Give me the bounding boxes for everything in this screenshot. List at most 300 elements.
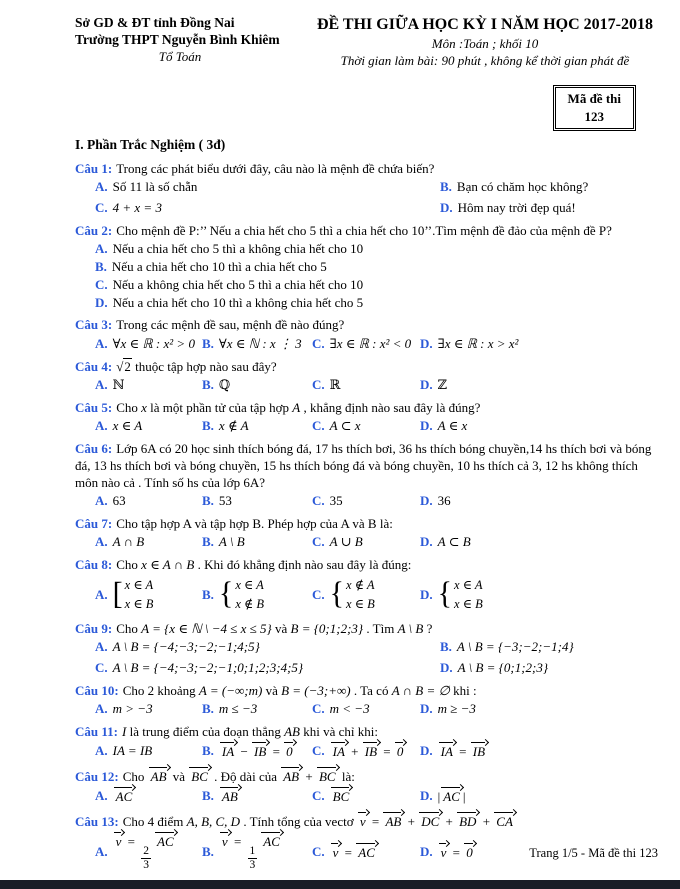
option-content — [113, 831, 177, 872]
question-text — [116, 358, 276, 374]
department-name: Sở GD & ĐT tỉnh Đồng Nai — [75, 15, 235, 30]
case-line: x ∈ A — [235, 578, 264, 593]
text: | — [437, 789, 441, 805]
question-label: Câu 2: — [75, 222, 113, 238]
option-b — [202, 533, 312, 551]
text: 63 — [112, 493, 126, 509]
option-label: C. — [312, 534, 325, 550]
option-content — [113, 376, 125, 394]
option-b — [202, 700, 312, 718]
question-8 — [75, 556, 660, 614]
question-10 — [75, 682, 660, 718]
question-text-line — [75, 515, 660, 532]
option-c — [95, 659, 440, 677]
options — [95, 178, 660, 217]
text: + — [347, 743, 362, 759]
question-2 — [75, 222, 660, 312]
option-label: C. — [312, 843, 325, 859]
question-text — [116, 161, 434, 176]
option-a — [95, 700, 202, 718]
exam-code-box — [553, 85, 636, 130]
math-text: A \ B — [218, 534, 245, 550]
option-label: B. — [440, 638, 452, 654]
vector-ab: AB — [385, 813, 402, 829]
option-c — [312, 831, 420, 872]
option-d — [420, 335, 660, 353]
options — [95, 533, 660, 551]
text: thuộc tập hợp nào sau đây? — [131, 358, 277, 374]
question-text-line — [75, 222, 660, 239]
exam-code-number: 123 — [584, 108, 605, 124]
exam-subject: Môn :Toán ; khối 10 — [431, 36, 539, 52]
question-9 — [75, 620, 660, 677]
question-text-line — [75, 316, 660, 333]
cases-expression — [330, 576, 375, 612]
math-text: AB — [284, 723, 300, 739]
option-content — [438, 335, 519, 353]
vector-v: v — [115, 834, 122, 850]
option-d — [420, 574, 660, 614]
option-b — [202, 831, 312, 872]
text: Bạn có chăm học không? — [456, 178, 589, 194]
option-b — [440, 638, 660, 656]
option-label: D. — [420, 493, 433, 509]
option-c — [95, 276, 660, 294]
option-label: C. — [312, 788, 325, 804]
question-text — [116, 516, 393, 531]
option-content — [330, 574, 375, 614]
math-text: A ∈ x — [437, 417, 468, 433]
text: và — [271, 620, 291, 636]
text: ℚ — [218, 376, 231, 392]
option-c — [312, 335, 420, 353]
option-label: B. — [202, 742, 214, 758]
vector-0: 0 — [466, 844, 473, 860]
option-content — [219, 574, 264, 614]
option-label: A. — [95, 493, 108, 509]
case-line: x ∈ B — [454, 596, 483, 611]
text: = — [449, 844, 464, 860]
question-13 — [75, 811, 660, 873]
text: 35 — [329, 493, 343, 509]
text: Cho tập hợp A và tập hợp B. Phép hợp của A và B là: — [116, 516, 393, 532]
option-content — [113, 700, 153, 718]
vector-ib: IB — [364, 743, 378, 759]
footer-bar — [0, 880, 680, 889]
option-content — [330, 335, 412, 353]
question-text-line — [75, 620, 660, 637]
option-c — [312, 492, 420, 510]
option-c — [312, 574, 420, 614]
option-content — [438, 700, 476, 718]
math-text: A ⊂ x — [329, 417, 361, 433]
option-content — [438, 417, 468, 435]
option-label: C. — [312, 376, 325, 392]
question-label: Câu 4: — [75, 358, 113, 374]
question-text-line — [75, 358, 660, 375]
question-11 — [75, 723, 660, 761]
option-a — [95, 574, 202, 614]
option-content — [330, 376, 341, 394]
question-label: Câu 7: — [75, 516, 113, 532]
option-a — [95, 417, 202, 435]
vector-v: v — [440, 844, 447, 860]
case-lines — [346, 576, 375, 612]
option-c — [312, 417, 420, 435]
options — [95, 786, 660, 806]
option-label: A. — [95, 843, 108, 859]
question-label: Câu 10: — [75, 682, 119, 698]
vector-ib: IB — [254, 743, 267, 759]
text: Nếu a chia hết cho 10 thì a không chia hết cho 5 — [112, 294, 364, 310]
vector-ac: AC — [115, 789, 133, 805]
question-text-line — [75, 556, 660, 573]
math-text: x ∉ A — [218, 417, 249, 433]
question-label: Câu 1: — [75, 160, 113, 176]
vector-bd: BD — [459, 813, 477, 829]
text: Cho mệnh đề P:’’ Nếu a chia hết cho 5 thì a chia hết cho 10’’.Tìm mệnh đề đảo của mệnh đề P? — [116, 222, 612, 238]
option-c — [312, 786, 420, 806]
school-header — [75, 14, 660, 69]
option-content — [438, 533, 471, 551]
option-label: B. — [202, 335, 214, 351]
vector-ac: AC — [358, 844, 375, 860]
option-label: D. — [420, 742, 433, 758]
math-text: ∃x ∈ ℝ : x² < 0 — [329, 335, 412, 351]
option-label: A. — [95, 178, 108, 194]
option-label: A. — [95, 700, 108, 716]
question-label: Câu 5: — [75, 399, 113, 415]
option-content — [219, 376, 230, 394]
option-c — [95, 199, 440, 217]
math-text: 4 + x = 3 — [112, 199, 162, 215]
brace: [ — [112, 576, 123, 612]
option-label: D. — [420, 700, 433, 716]
case-line: x ∉ A — [346, 578, 375, 593]
option-b — [202, 492, 312, 510]
option-d — [440, 199, 660, 217]
fraction — [141, 845, 151, 872]
option-label: B. — [202, 376, 214, 392]
option-content — [457, 638, 574, 656]
option-content — [113, 276, 364, 294]
option-content — [113, 335, 195, 353]
vector-bc: BC — [191, 768, 208, 784]
questions-list — [75, 160, 660, 873]
option-a — [95, 831, 202, 872]
brace: { — [329, 576, 345, 612]
question-label: Câu 11: — [75, 723, 118, 739]
option-b — [202, 786, 312, 806]
question-1 — [75, 160, 660, 217]
text: . Độ dài của — [210, 768, 281, 784]
options — [95, 376, 660, 394]
text: ? — [423, 620, 433, 636]
vector-v: v — [221, 834, 228, 850]
text: = — [380, 743, 394, 759]
question-text-line — [75, 160, 660, 177]
option-content — [219, 492, 232, 510]
text: Hôm nay trời đẹp quá! — [457, 199, 576, 215]
vector-ac: AC — [157, 834, 174, 850]
option-content — [330, 417, 361, 435]
option-content — [219, 417, 249, 435]
option-content — [219, 700, 257, 718]
question-text-line — [75, 811, 660, 830]
option-c — [312, 700, 420, 718]
question-text-line — [75, 440, 660, 491]
text: là: — [338, 768, 355, 784]
text: khi : — [449, 682, 477, 698]
text: Nếu a chia hết cho 5 thì a không chia hết cho 10 — [112, 240, 364, 256]
option-content — [458, 199, 576, 217]
cases-expression — [219, 576, 264, 612]
question-5 — [75, 399, 660, 435]
text: + — [442, 813, 457, 829]
square-root: √2 — [116, 358, 131, 374]
option-label: D. — [95, 294, 108, 310]
option-label: A. — [95, 417, 108, 433]
option-content — [330, 700, 370, 718]
math-text: A \ B = {−3;−2;−1;4} — [456, 638, 574, 654]
option-a — [95, 240, 660, 258]
option-content — [438, 574, 483, 614]
vector-ca: CA — [496, 813, 513, 829]
option-d — [420, 786, 660, 806]
option-label: D. — [420, 788, 433, 804]
option-content — [438, 842, 476, 862]
math-text: A = {x ∈ ℕ \ −4 ≤ x ≤ 5} — [141, 620, 272, 636]
option-label: C. — [95, 276, 108, 292]
option-b — [202, 335, 312, 353]
option-content — [330, 533, 363, 551]
option-label: A. — [95, 638, 108, 654]
option-label: D. — [420, 586, 433, 602]
math-text: B = (−3;+∞) — [281, 682, 351, 698]
page-footer: Trang 1/5 - Mã đề thi 123 — [529, 846, 658, 860]
text: Nếu a chia hết cho 10 thì a chia hết cho 5 — [111, 258, 327, 274]
option-content — [113, 574, 154, 614]
option-content — [438, 492, 451, 510]
text: Cho — [116, 399, 142, 415]
option-label: A. — [95, 534, 108, 550]
question-text-line — [75, 723, 660, 740]
case-line: x ∈ B — [346, 596, 375, 611]
option-label: C. — [95, 659, 108, 675]
text: = — [341, 844, 356, 860]
case-line: x ∉ B — [235, 596, 265, 611]
option-label: A. — [95, 586, 108, 602]
option-content — [330, 492, 343, 510]
question-text — [116, 621, 432, 636]
option-label: B. — [202, 788, 214, 804]
text: Lớp 6A có 20 học sinh thích bóng đá, 17 hs thích bơi, 36 hs thích bóng chuyền,14 hs thích bơi và bóng đá, 13 hs thích bơi và bóng chuyền, 15 hs thích bóng đá và bóng chuyền, 10 hs thích cả 3, 12 hs không thích môn nào cả . Tính số hs của lớp 6A? — [75, 440, 652, 491]
option-content — [219, 786, 241, 806]
text: Số 11 là số chẵn — [112, 178, 198, 194]
option-label: A. — [95, 788, 108, 804]
text: ℕ — [112, 376, 125, 392]
option-b — [440, 178, 660, 196]
question-text — [123, 683, 477, 698]
option-content — [330, 786, 353, 806]
option-content — [438, 376, 448, 394]
question-text-line — [75, 766, 660, 785]
question-12 — [75, 766, 660, 806]
question-text — [75, 441, 651, 490]
text: + — [404, 813, 419, 829]
fraction — [248, 845, 258, 872]
math-text: A — [292, 399, 301, 415]
option-a — [95, 786, 202, 806]
option-label: B. — [202, 586, 214, 602]
option-d — [420, 492, 660, 510]
option-c — [312, 533, 420, 551]
option-label: A. — [95, 240, 108, 256]
option-content — [438, 786, 466, 806]
math-text: A \ B — [397, 620, 424, 636]
question-text — [116, 317, 344, 332]
text: = — [455, 743, 470, 759]
vector-ac: AC — [443, 789, 460, 805]
math-text: m ≤ −3 — [218, 700, 258, 716]
option-label: B. — [440, 178, 452, 194]
question-3 — [75, 316, 660, 352]
text: và — [169, 768, 189, 784]
option-content — [457, 178, 588, 196]
option-label: D. — [420, 417, 433, 433]
text: và — [262, 682, 282, 698]
vector-ia: IA — [440, 743, 453, 759]
math-text: A \ B = {0;1;2;3} — [457, 659, 549, 675]
option-content — [112, 258, 327, 276]
option-label: B. — [202, 700, 214, 716]
text: | — [462, 789, 466, 805]
math-text: m ≥ −3 — [437, 700, 476, 716]
question-text — [116, 223, 612, 238]
math-text: A, B, C, D — [186, 813, 241, 829]
radicand: 2 — [124, 358, 131, 374]
question-label: Câu 9: — [75, 620, 113, 636]
option-label: C. — [312, 417, 325, 433]
option-d — [420, 700, 660, 718]
math-text: x ∈ A ∩ B — [141, 557, 195, 573]
option-d — [420, 741, 660, 761]
math-text: A \ B = {−4;−3;−2;−1;0;1;2;3;4;5} — [112, 659, 304, 675]
options — [95, 700, 660, 718]
math-text: A ∩ B = ∅ — [391, 682, 450, 698]
text: 53 — [218, 493, 232, 509]
option-label: B. — [202, 493, 214, 509]
text: Cho 2 khoảng — [122, 682, 199, 698]
option-label: B. — [95, 258, 107, 274]
brace: { — [218, 576, 234, 612]
text: = — [124, 834, 139, 850]
math-text: m < −3 — [329, 700, 370, 716]
option-content — [113, 742, 153, 760]
denominator: 3 — [249, 859, 256, 872]
text: Cho — [116, 557, 142, 573]
option-content — [330, 741, 407, 761]
case-lines — [454, 576, 483, 612]
vector-ia: IA — [221, 743, 235, 759]
option-label: C. — [312, 586, 325, 602]
option-label: D. — [440, 659, 453, 675]
text: ℤ — [437, 376, 448, 392]
question-7 — [75, 515, 660, 551]
option-label: A. — [95, 376, 108, 392]
math-text: A ∩ B — [112, 534, 145, 550]
case-lines — [125, 576, 154, 612]
option-content — [113, 417, 143, 435]
text: + — [302, 768, 316, 784]
option-content — [113, 294, 364, 312]
option-a — [95, 638, 440, 656]
option-content — [113, 786, 136, 806]
question-text — [116, 400, 480, 415]
option-content — [219, 533, 245, 551]
vector-ab: AB — [150, 768, 167, 784]
option-label: D. — [440, 199, 453, 215]
question-text — [123, 769, 355, 784]
option-content — [113, 178, 198, 196]
case-line: x ∈ B — [124, 596, 154, 611]
text: Cho 4 điểm — [122, 813, 187, 829]
option-b — [202, 376, 312, 394]
vector-ac: AC — [263, 834, 280, 850]
text: . Tính tổng của vectơ — [240, 813, 357, 829]
question-text — [123, 814, 516, 829]
question-label: Câu 6: — [75, 440, 113, 456]
text: là trung điểm của đoạn thẳng — [126, 723, 285, 739]
text: là một phần tử của tập hợp — [146, 399, 293, 415]
school-info — [75, 14, 310, 65]
vector-bc: BC — [332, 789, 350, 805]
vector-bc: BC — [318, 768, 336, 784]
question-label: Câu 12: — [75, 768, 119, 784]
option-label: A. — [95, 335, 108, 351]
exam-duration: Thời gian làm bài: 90 phút , không kể thời gian phát đề — [340, 53, 630, 69]
option-content — [219, 741, 296, 761]
text: ℝ — [329, 376, 341, 392]
vector-0: 0 — [286, 743, 293, 759]
options — [95, 335, 660, 353]
question-text-line — [75, 682, 660, 699]
question-text — [122, 724, 378, 739]
option-content — [113, 659, 303, 677]
question-label: Câu 8: — [75, 557, 113, 573]
vector-v: v — [332, 844, 339, 860]
option-label: C. — [312, 700, 325, 716]
option-a — [95, 335, 202, 353]
option-content — [113, 492, 126, 510]
school-name: Trường THPT Nguyễn Bình Khiêm — [75, 32, 280, 48]
text: . Khi đó khẳng định nào sau đây là đúng: — [194, 557, 412, 573]
brace: { — [437, 576, 453, 612]
text: Cho — [122, 768, 148, 784]
option-content — [113, 638, 260, 656]
option-b — [202, 741, 312, 761]
question-text — [116, 557, 411, 572]
option-label: C. — [312, 493, 325, 509]
option-label: B. — [202, 843, 214, 859]
options — [95, 638, 660, 677]
text: Cho — [116, 620, 142, 636]
math-text: A \ B = {−4;−3;−2;−1;4;5} — [112, 638, 260, 654]
vector-ab: AB — [221, 789, 238, 805]
option-a — [95, 178, 440, 196]
math-text: ∃x ∈ ℝ : x > x² — [437, 335, 519, 351]
math-text: A ∪ B — [329, 534, 363, 550]
